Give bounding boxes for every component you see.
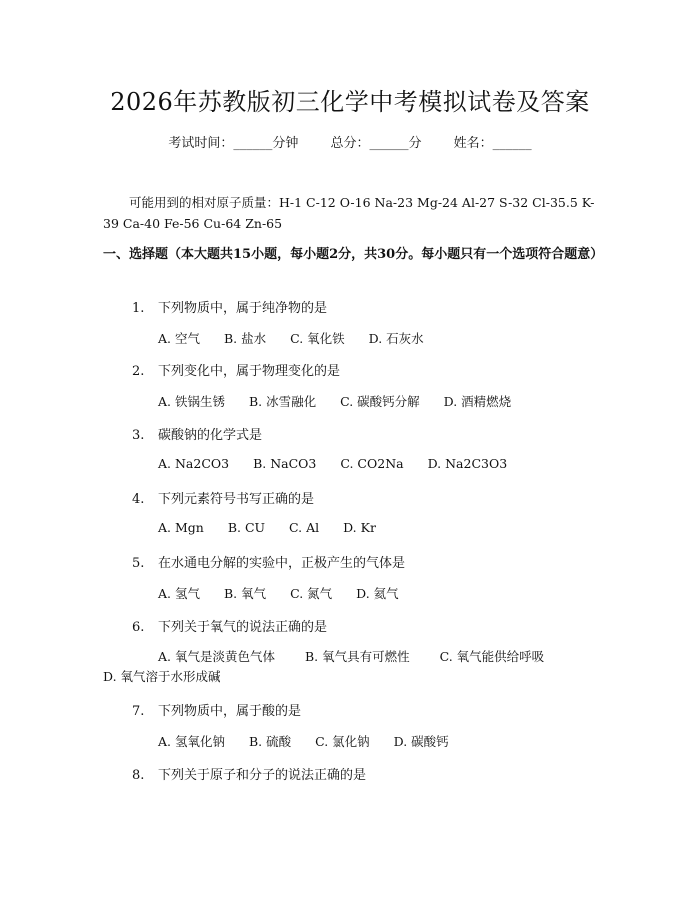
option-c: C. Al — [289, 520, 320, 535]
question-text: 下列变化中，属于物理变化的是 — [158, 364, 341, 379]
option-b: B. 冰雪融化 — [248, 394, 317, 409]
question-1-options — [158, 329, 444, 347]
option-d: D. 石灰水 — [368, 331, 424, 346]
question-8 — [132, 764, 366, 783]
option-b: B. NaCO3 — [253, 456, 317, 471]
question-6-options — [158, 647, 564, 665]
question-2-options — [158, 392, 531, 410]
question-3-options — [158, 456, 527, 471]
option-a: A. 氧气是淡黄色气体 — [158, 649, 275, 664]
question-5-options — [158, 584, 419, 602]
option-a: A. Mgn — [158, 520, 204, 535]
question-number: 7. — [132, 704, 145, 719]
exam-meta — [0, 132, 700, 151]
option-a: A. 氢氧化钠 — [158, 734, 225, 749]
atomic-masses-note: 可能用到的相对原子质量：H-1 C-12 O-16 Na-23 Mg-24 Al-27 S-32 Cl-35.5 K-39 Ca-40 Fe-56 Cu-64 Zn-65 — [103, 195, 595, 231]
question-6-option-d: D. 氧气溶于水形成碱 — [103, 669, 221, 684]
question-7 — [132, 700, 301, 719]
option-b: B. CU — [227, 520, 266, 535]
question-number: 4. — [132, 492, 145, 507]
exam-time: 考试时间：______分钟 — [168, 136, 299, 151]
question-text: 下列关于氧气的说法正确的是 — [158, 620, 328, 635]
option-b: B. 氧气具有可燃性 — [304, 649, 410, 664]
option-a: A. 空气 — [158, 331, 200, 346]
option-d: D. Kr — [343, 520, 376, 535]
student-name: 姓名：______ — [453, 136, 532, 151]
question-6 — [132, 616, 327, 635]
question-5 — [132, 552, 405, 571]
question-number: 6. — [132, 620, 145, 635]
question-3 — [132, 424, 262, 443]
option-d: D. 酒精燃烧 — [443, 394, 512, 409]
option-c: C. CO2Na — [340, 456, 404, 471]
question-text: 碳酸钠的化学式是 — [158, 428, 263, 443]
question-number: 3. — [132, 428, 145, 443]
question-text: 下列物质中，属于纯净物的是 — [158, 301, 328, 316]
question-text: 下列元素符号书写正确的是 — [158, 492, 315, 507]
option-d: D. Na2C3O3 — [427, 456, 508, 471]
question-4 — [132, 488, 314, 507]
option-b: B. 氧气 — [223, 586, 267, 601]
section-heading: 一、选择题（本大题共15小题，每小题2分，共30分。每小题只有一个选项符合题意） — [103, 247, 604, 262]
question-text: 在水通电分解的实验中，正极产生的气体是 — [158, 556, 406, 571]
option-d: D. 氦气 — [356, 586, 399, 601]
option-b: B. 盐水 — [223, 331, 267, 346]
question-number: 1. — [132, 301, 145, 316]
question-text: 下列物质中，属于酸的是 — [158, 704, 302, 719]
option-c: C. 氮气 — [290, 586, 333, 601]
option-b: B. 硫酸 — [248, 734, 292, 749]
option-a: A. Na2CO3 — [158, 456, 230, 471]
question-7-options — [158, 732, 469, 750]
question-2 — [132, 360, 340, 379]
option-c: C. 碳酸钙分解 — [340, 394, 420, 409]
question-text: 下列关于原子和分子的说法正确的是 — [158, 768, 367, 783]
question-number: 2. — [132, 364, 145, 379]
question-4-options — [158, 520, 396, 535]
option-c: C. 氧气能供给呼吸 — [439, 649, 545, 664]
question-1 — [132, 297, 327, 316]
question-number: 8. — [132, 768, 145, 783]
option-a: A. 氢气 — [158, 586, 200, 601]
option-a: A. 铁锅生锈 — [158, 394, 225, 409]
option-d: D. 碳酸钙 — [393, 734, 449, 749]
option-c: C. 氯化钠 — [315, 734, 370, 749]
page-title: 2026年苏教版初三化学中考模拟试卷及答案 — [110, 88, 590, 116]
total-score: 总分：______分 — [330, 136, 422, 151]
question-number: 5. — [132, 556, 145, 571]
option-c: C. 氧化铁 — [290, 331, 345, 346]
